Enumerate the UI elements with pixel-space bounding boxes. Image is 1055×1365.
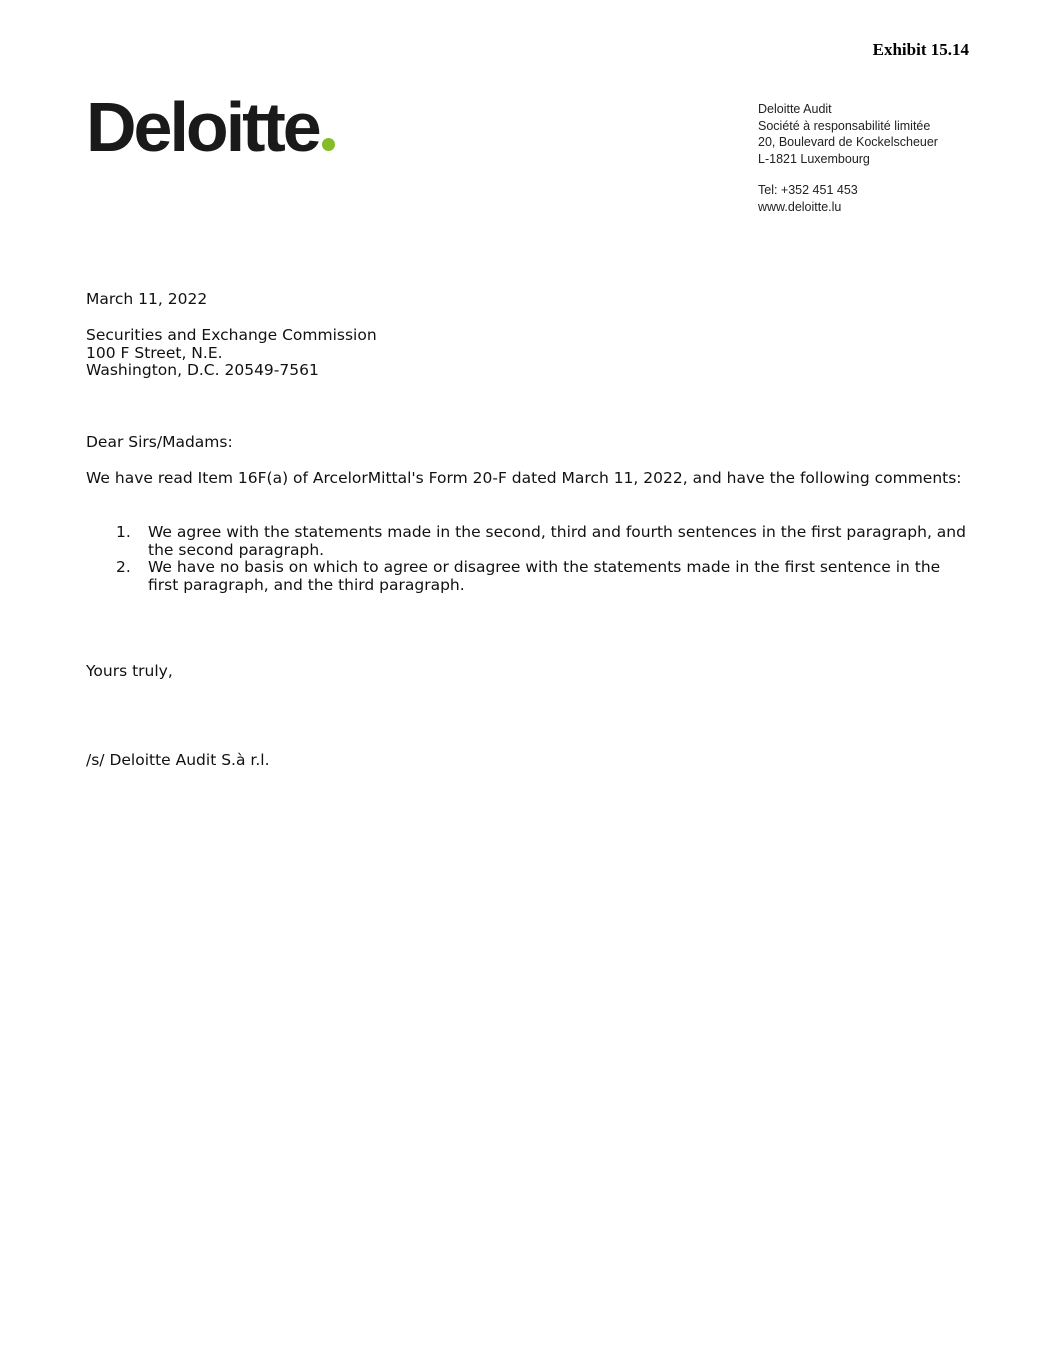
address-line: Société à responsabilité limitée	[758, 118, 931, 133]
comments-list	[86, 524, 966, 594]
list-item-text: We agree with the statements made in the second, third and fourth sentences in the first paragraph, and the second paragraph.	[148, 523, 966, 559]
recipient-line: 100 F Street, N.E.	[86, 343, 223, 362]
list-item-number: 2.	[116, 558, 131, 576]
recipient-address	[86, 327, 966, 380]
address-website: www.deloitte.lu	[758, 199, 842, 214]
signature: /s/ Deloitte Audit S.à r.l.	[86, 751, 270, 769]
logo-dot-icon	[322, 138, 335, 151]
recipient-line: Washington, D.C. 20549-7561	[86, 361, 319, 379]
address-line: L-1821 Luxembourg	[758, 151, 870, 166]
recipient-line: Securities and Exchange Commission	[86, 326, 377, 344]
list-item-text: We have no basis on which to agree or disagree with the statements made in the first sentence in the first paragraph, and the third paragraph.	[148, 558, 941, 594]
address-line: Deloitte Audit	[758, 102, 832, 116]
salutation: Dear Sirs/Madams:	[86, 433, 233, 451]
address-tel: Tel: +352 451 453	[758, 183, 858, 197]
intro-paragraph: We have read Item 16F(a) of ArcelorMittal's Form 20-F dated March 11, 2022, and have the following comments:	[86, 469, 962, 487]
list-item	[86, 524, 966, 559]
logo-wordmark: Deloitte	[86, 88, 319, 166]
company-address	[758, 101, 938, 215]
address-line: 20, Boulevard de Kockelscheuer	[758, 135, 938, 149]
exhibit-label: Exhibit 15.14	[872, 40, 969, 59]
deloitte-logo	[86, 88, 335, 166]
letter-date: March 11, 2022	[86, 290, 208, 308]
closing: Yours truly,	[86, 662, 173, 680]
list-item-number: 1.	[116, 523, 131, 541]
list-item	[86, 559, 966, 594]
